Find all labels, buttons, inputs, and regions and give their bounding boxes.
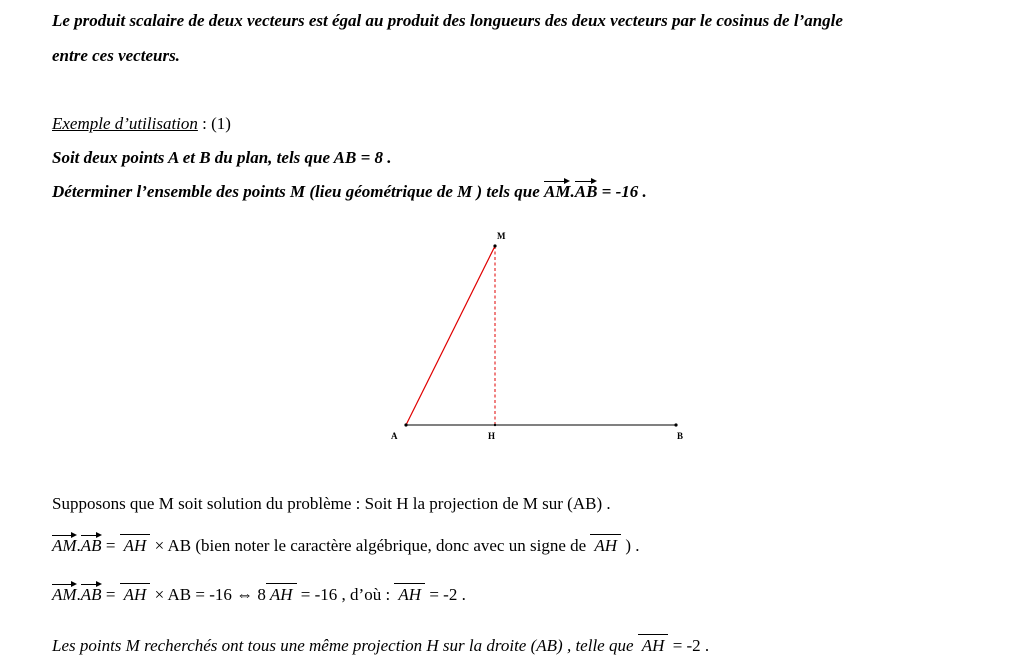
measure-ah: AH — [394, 584, 425, 606]
solution-equation-1: AM.AB = AH × AB (bien noter le caractère algébrique, donc avec un signe de AH ) . — [52, 536, 640, 555]
label-b: B — [677, 431, 684, 441]
theorem-line-1: Le produit scalaire de deux vecteurs est égal au produit des longueurs des deux vecteurs par le cosinus de l’angle — [52, 11, 843, 30]
measure-ah: AH — [590, 535, 621, 557]
vector-am: AM — [52, 536, 77, 555]
measure-ah: AH — [638, 635, 669, 657]
vector-am: AM — [52, 585, 77, 604]
measure-ah: AH — [120, 535, 151, 557]
label-h: H — [488, 431, 496, 441]
conclusion: Les points M recherchés ont tous une même projection H sur la droite (AB) , telle que AH = -2 . — [52, 636, 710, 655]
point-h — [494, 424, 496, 426]
measure-ah: AH — [266, 584, 297, 606]
vector-ab: AB — [80, 585, 102, 604]
label-m: M — [497, 231, 506, 241]
task-text: Déterminer l’ensemble des points M (lieu géométrique de M ) tels que — [52, 182, 545, 201]
example-given: Soit deux points A et B du plan, tels que AB = 8 . — [52, 148, 392, 167]
measure-ah: AH — [120, 584, 151, 606]
vector-am: AM — [544, 182, 571, 201]
solution-equation-2: AM.AB = AH × AB = -16 ⇔ 8 AH = -16 , d’où : AH = -2 . — [52, 585, 466, 604]
point-b — [674, 423, 677, 426]
segment-am — [406, 246, 495, 425]
example-heading — [52, 113, 231, 135]
task-value: = -16 . — [597, 182, 647, 201]
point-m — [493, 244, 496, 247]
example-heading-suffix: : (1) — [197, 114, 231, 133]
example-task — [52, 181, 647, 203]
solution-line-1: Supposons que M soit solution du problème : Soit H la projection de M sur (AB) . — [52, 494, 611, 513]
example-heading-label: Exemple d’utilisation — [52, 114, 198, 133]
label-a: A — [391, 431, 398, 441]
theorem-line-2: entre ces vecteurs. — [52, 46, 180, 65]
vector-ab: AB — [80, 536, 102, 555]
dot-operator: . — [570, 182, 575, 201]
point-a — [404, 423, 407, 426]
vector-ab: AB — [574, 182, 598, 201]
